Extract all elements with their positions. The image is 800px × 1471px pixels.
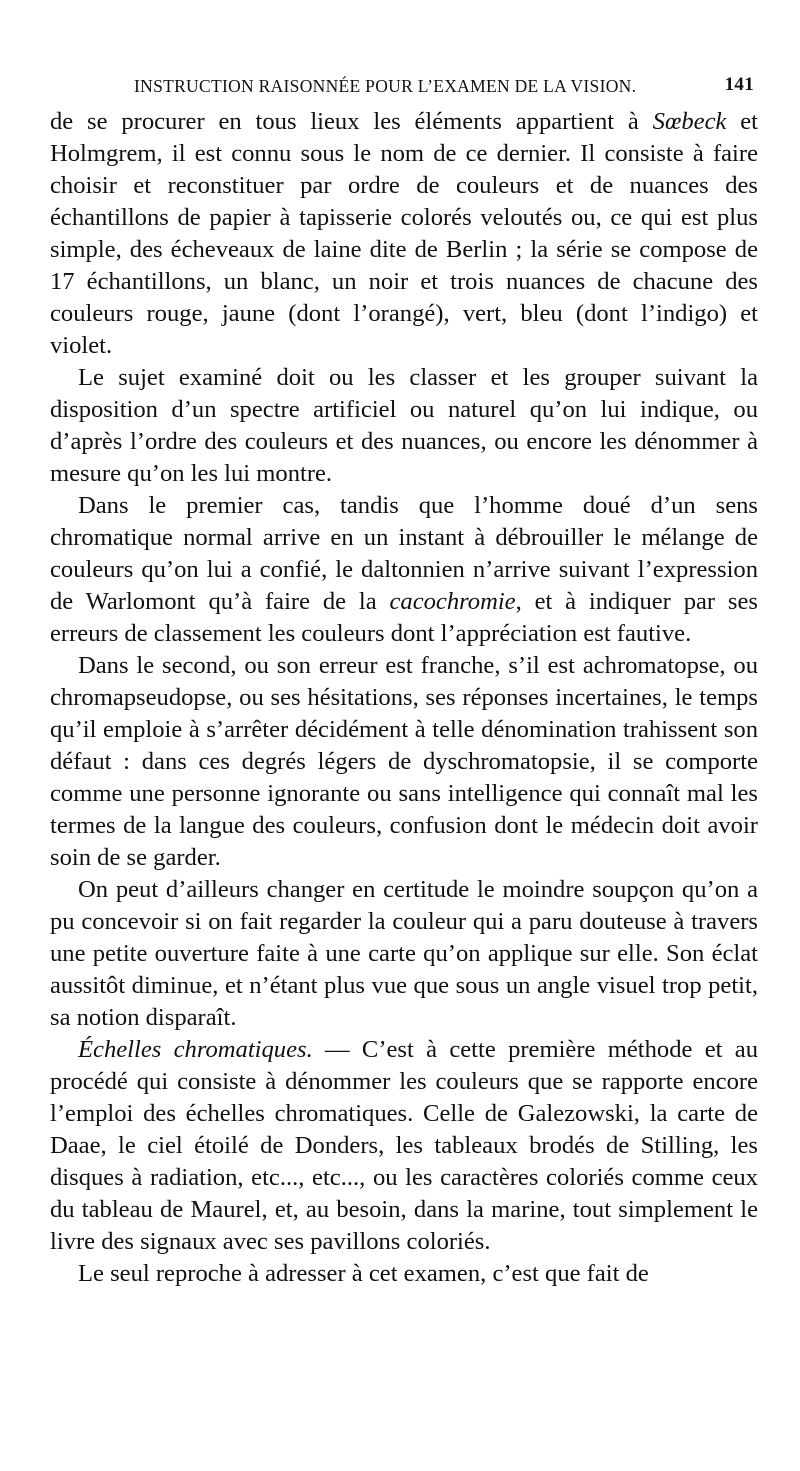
paragraph-2 (50, 362, 758, 490)
text-run: — C’est à cette première méthode et au procédé qui consiste à dénommer les couleurs que se rapporte encore l’emploi des échelles chromatiques. Celle de Galezowski, la carte de Daae, le ciel étoilé de Donders, les tableaux brodés de Stilling, les disques à radiation, etc..., etc..., ou les caractères coloriés comme ceux du tableau de Maurel, et, au besoin, dans la marine, tout simplement le livre des signaux avec ses pavillons coloriés. (50, 1036, 759, 1255)
text-run: Dans le premier cas, tandis que l’homme doué d’un sens chromatique normal arrive en un instant à débrouiller le mélange de couleurs qu’on lui a confié, le daltonnien n’arrive suivant l’expression de Warlomont qu’à faire de la (50, 492, 758, 615)
text-run: de se procurer en tous lieux les éléments appartient à (50, 108, 653, 135)
text-run: Le seul reproche à adresser à cet examen, c’est que fait de (78, 1260, 649, 1287)
italic-run: cacochromie (389, 588, 516, 615)
book-page (50, 72, 758, 1290)
paragraph-3 (50, 490, 758, 650)
page-number: 141 (724, 74, 754, 95)
text-run: et Holmgrem, il est connu sous le nom de ce dernier. Il consiste à faire choisir et reconstituer par ordre de couleurs et de nuances des échantillons de papier à tapisserie colorés veloutés ou, ce qui est plus simple, des écheveaux de laine dite de Berlin ; la série se compose de 17 échantillons, un blanc, un noir et trois nuances de chacune des couleurs rouge, jaune (dont l’orangé), vert, bleu (dont l’indigo) et violet. (50, 108, 758, 359)
text-run: Dans le second, ou son erreur est franche, s’il est achromatopse, ou chromapseudopse, ou ses hésitations, ses réponses incertaines, le temps qu’il emploie à s’arrêter décidément à telle dénomination trahissent son défaut : dans ces degrés légers de dyschromatopsie, il se comporte comme une personne ignorante ou sans intelligence qui connaît mal les termes de la langue des couleurs, confusion dont le médecin doit avoir soin de se garder. (50, 652, 758, 871)
paragraph-6 (50, 1034, 758, 1258)
running-title: INSTRUCTION RAISONNÉE POUR L’EXAMEN DE LA VISION. (134, 76, 637, 96)
paragraph-1 (50, 106, 758, 362)
running-header (50, 72, 758, 106)
text-run: Le sujet examiné doit ou les classer et les grouper suivant la disposition d’un spectre artificiel ou naturel qu’on lui indique, ou d’après l’ordre des couleurs et des nuances, ou encore les dénommer à mesure qu’on les lui montre. (50, 364, 758, 487)
section-heading-italic: Échelles chromatiques. (78, 1036, 313, 1063)
italic-run: Sœbeck (652, 108, 727, 135)
paragraph-7 (50, 1258, 758, 1290)
text-run: , et à indiquer par ses erreurs de classement les couleurs dont l’appréciation est fautive. (50, 588, 758, 647)
body-text (50, 106, 758, 1290)
paragraph-5 (50, 874, 758, 1034)
paragraph-4 (50, 650, 758, 874)
text-run: On peut d’ailleurs changer en certitude le moindre soupçon qu’on a pu concevoir si on fait regarder la couleur qui a paru douteuse à travers une petite ouverture faite à une carte qu’on applique sur elle. Son éclat aussitôt diminue, et n’étant plus vue que sous un angle visuel trop petit, sa notion disparaît. (50, 876, 758, 1031)
